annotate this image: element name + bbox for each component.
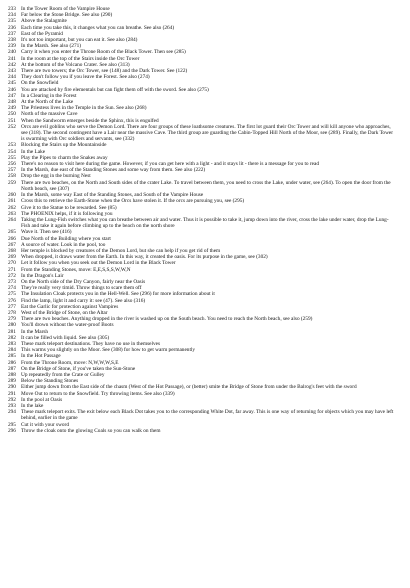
clue-text: On the North side of the Dry Canyon, fairly near the Oasis xyxy=(21,278,146,285)
clue-text: Drop the egg in the burning Nest xyxy=(21,173,91,180)
clue-number: 272 xyxy=(8,272,16,279)
clue-number: 283 xyxy=(8,340,16,347)
clue-text: It can be filled with liquid. See also (305) xyxy=(21,334,110,341)
clue-number: 280 xyxy=(8,322,16,329)
clue-text: Her temple is blocked by creatures of the Demon Lord, but she can help if you get rid of them xyxy=(21,247,221,254)
clue-number: 282 xyxy=(8,334,16,341)
clue-text: Orcs are evil goblins who serve the Demon Lord. There are four groups of these loathsome creatures. The first lot guard their Orc Tower and will kill anyone who approaches, see (318). The second contingent have a Lair near the massive Cave. The third group are guarding the Cabin-Topped Hill North of the Moor, see (289). Finally, the Dark Tower is swarming with Orc soldiers and servants, see (332) xyxy=(21,123,394,143)
clue-text: In the Marsh xyxy=(21,328,49,335)
clue-text: Below the Standing Stones xyxy=(21,378,79,385)
clue-number: 263 xyxy=(8,210,16,217)
clue-text: Throw the cloak onto the glowing Coals so you can walk on them xyxy=(21,427,161,434)
clue-number: 236 xyxy=(8,24,16,31)
clue-text: Move Out to return to the Snowfield. Try throwing items. See also (339) xyxy=(21,390,175,397)
clue-number: 243 xyxy=(8,68,16,75)
clue-number: 273 xyxy=(8,278,16,285)
clue-number: 269 xyxy=(8,254,16,261)
clue-number: 266 xyxy=(8,235,16,242)
clue-number: 277 xyxy=(8,303,16,310)
clue-text: In the Marsh, some way East of the Standing Stones, and South of the Vampire House xyxy=(21,192,204,199)
clue-text: In a Clearing in the Forest xyxy=(21,92,77,99)
clue-number: 284 xyxy=(8,347,16,354)
clue-number: 254 xyxy=(8,148,16,155)
clue-text: Up repeatedly from the Crate or Gulley xyxy=(21,371,105,378)
clue-text: In the Hot Passage xyxy=(21,353,61,360)
clue-text: In the Dragon's Lair xyxy=(21,272,64,279)
clue-number: 293 xyxy=(8,403,16,409)
clue-number: 256 xyxy=(8,161,16,168)
clue-text: West of the Bridge of Stone, on the Altar xyxy=(21,309,108,316)
clue-text: You'll drown without the water-proof Boots xyxy=(21,322,114,329)
clue-number: 248 xyxy=(8,99,16,106)
clue-number: 257 xyxy=(8,167,16,174)
clue-text: It's not too important, but you can eat it. See also (284) xyxy=(21,37,138,44)
clue-number: 292 xyxy=(8,396,16,403)
clue-text: From the Throne Room, move: N,W,W,W,S,E xyxy=(21,359,119,366)
clue-text: Give it to the Statue to be rewarded. See (85) xyxy=(21,204,117,211)
clue-text: The Insulation Cloak protects you in the Hell-Well. See (296) for more information about it xyxy=(21,291,215,298)
clue-number: 240 xyxy=(8,49,16,56)
clue-entry xyxy=(8,124,396,143)
clue-text: In the lake xyxy=(21,403,44,409)
clue-number: 288 xyxy=(8,371,16,378)
clue-text: At the bottom of the Volcano Crater. See also (313) xyxy=(21,61,130,68)
clue-text: Play the Pipes to charm the Snakes away xyxy=(21,154,108,161)
clue-text: Due North of the Building where you start xyxy=(21,235,111,242)
clue-number: 250 xyxy=(8,111,16,118)
clue-number: 289 xyxy=(8,378,16,385)
clue-number: 270 xyxy=(8,260,16,267)
clue-entry xyxy=(8,180,396,192)
clue-text: East of the Pyramid xyxy=(21,30,63,37)
clue-number: 268 xyxy=(8,247,16,254)
clue-text: In the Marsh. See also (271) xyxy=(21,43,82,50)
clue-entry xyxy=(8,409,396,421)
clue-text: North of the massive Cave xyxy=(21,111,78,118)
clue-text: Blocking the Stairs up the Mountainside xyxy=(21,142,107,149)
clue-number: 287 xyxy=(8,365,16,372)
clue-text: Either jump down from the East side of the chasm (West of the Hot Passage), or (better) smite the Bridge of Stone from under the Balrog's feet with the sword xyxy=(21,384,357,391)
clue-text: These mark teleport destinations. They have no use in themselves xyxy=(21,340,161,347)
clue-number: 244 xyxy=(8,74,16,81)
clue-text: Wave it. Then see (416) xyxy=(21,229,72,236)
clue-text: Each time you take this, it changes what you can breathe. See also (264) xyxy=(21,24,175,31)
clue-text: When dropped, it draws water from the Earth. In this way, it created the oasis. For its purpose in the game, see (302) xyxy=(21,254,268,261)
clue-number: 279 xyxy=(8,316,16,323)
clue-text: The Priestess lives in the Temple in the Sun. See also (268) xyxy=(21,105,147,112)
clue-text: In the Marsh, due east of the Standing Stones and some way from them. See also (222) xyxy=(21,167,206,174)
clue-number: 241 xyxy=(8,55,16,62)
clue-text: Carry it when you enter the Throne Room of the Black Tower. Then see (285) xyxy=(21,49,186,56)
clue-text: In the Tower Room of the Vampire House xyxy=(21,6,110,12)
clue-text: Let it follow you when you seek out the Demon Lord in the Black Tower xyxy=(21,260,176,267)
clue-text: A source of water. Look in the pool, too xyxy=(21,241,106,248)
clue-number: 275 xyxy=(8,291,16,298)
clue-text: There are two beaches, on the North and South sides of the crater Lake. To travel between them, you need to cross the Lake, under water, see (264). To open the door from the North beach, see (307) xyxy=(21,179,391,192)
clue-text: When the Sandworm emerges beside the Sphinx, this is engulfed xyxy=(21,117,159,124)
clue-text: They don't follow you if you leave the Forest. See also (274) xyxy=(21,74,150,81)
clue-number: 253 xyxy=(8,142,16,149)
clue-text: Far below the Stone Bridge. See also (290) xyxy=(21,12,113,19)
clue-text: Above the Stalagmite xyxy=(21,18,67,25)
clue-number: 278 xyxy=(8,309,16,316)
clue-number: 294 xyxy=(8,409,16,416)
clue-number: 234 xyxy=(8,12,16,19)
clue-text: In the pool at Oasis xyxy=(21,396,63,403)
clue-text: They're really very timid. Throw things to scare them off xyxy=(21,285,142,292)
clue-entry xyxy=(8,217,396,229)
clue-text: On the Snowfield xyxy=(21,80,59,87)
clue-text: In the room at the top of the Stairs inside the Orc Tower xyxy=(21,55,140,62)
clue-text: Cross this to retrieve the Earth-Stone when the Orcs have stolen it. If the orcs are pursuing you, see (295) xyxy=(21,198,245,205)
clue-number: 251 xyxy=(8,117,16,124)
clue-text: These mark teleport exits. The exit below each Black Dot takes you to the corresponding White Dot, far away. This is one way of returning for objects which you may have left behind, earlier in the game xyxy=(21,409,394,422)
clue-text: Eat the Garlic for protection against Vampires xyxy=(21,303,119,310)
clue-number: 242 xyxy=(8,61,16,68)
clue-number: 267 xyxy=(8,241,16,248)
clue-text: From the Standing Stones, move: E,E,S,S,S,W,W,N xyxy=(21,266,131,273)
clue-number: 237 xyxy=(8,30,16,37)
clue-text: Find the lamp, light it and carry it: see (47). See also (316) xyxy=(21,297,146,304)
clue-number: 265 xyxy=(8,229,16,236)
clue-text: This warms you slightly on the Moor. See (308) for how to get warm permanently xyxy=(21,347,196,354)
clue-number: 246 xyxy=(8,86,16,93)
clue-number: 249 xyxy=(8,105,16,112)
clue-number: 274 xyxy=(8,285,16,292)
clue-entry xyxy=(8,428,396,434)
clue-text: Taking the Lung-Fish switches what you can breathe between air and water. Thus it is possible to take it, jump down into the river, cross the lake under water, drop the Lung-Fish and take it again before climbing up to the beach on the north shore xyxy=(21,216,389,230)
clue-number: 259 xyxy=(8,179,16,186)
clue-text: You are attacked by fire elementals but can fight them off with the sword. See also (275) xyxy=(21,86,209,93)
clue-number: 290 xyxy=(8,384,16,391)
clue-number: 258 xyxy=(8,173,16,180)
clue-number: 296 xyxy=(8,427,16,434)
clue-number: 291 xyxy=(8,390,16,397)
clue-number: 261 xyxy=(8,198,16,205)
clue-number: 235 xyxy=(8,18,16,25)
clue-number: 286 xyxy=(8,359,16,366)
clue-text: On the Bridge of Stone, if you've taken the Sun-Stone xyxy=(21,365,136,372)
clue-number: 281 xyxy=(8,328,16,335)
clue-number: 276 xyxy=(8,297,16,304)
clue-text: At the North of the Lake xyxy=(21,99,74,106)
clue-number: 260 xyxy=(8,192,16,199)
clue-number: 271 xyxy=(8,266,16,273)
clue-text: There are two beaches. Anything dropped in the river is washed up on the South beach. You need to reach the North beach, see also (259) xyxy=(21,316,313,323)
clue-number: 295 xyxy=(8,421,16,428)
clue-number: 255 xyxy=(8,154,16,161)
clue-number: 247 xyxy=(8,92,16,99)
clue-number: 233 xyxy=(8,6,16,12)
clue-text: There are two towers; the Orc Tower, see (148) and the Dark Tower. See (122) xyxy=(21,68,188,75)
clue-text: Cut it with your sword xyxy=(21,421,69,428)
clue-number: 264 xyxy=(8,216,16,223)
clue-number: 285 xyxy=(8,353,16,360)
clue-text: The PHOENIX helps, if it is following you xyxy=(21,210,113,217)
clue-number: 245 xyxy=(8,80,16,87)
clue-text: In the Lake xyxy=(21,148,46,155)
clue-number: 238 xyxy=(8,37,16,44)
clue-number: 252 xyxy=(8,123,16,130)
clue-number: 262 xyxy=(8,204,16,211)
clue-number: 239 xyxy=(8,43,16,50)
clue-text: There's no reason to visit here during the game. However, if you can get here with a light - and it stays lit - there is a message for you to read xyxy=(21,161,320,168)
